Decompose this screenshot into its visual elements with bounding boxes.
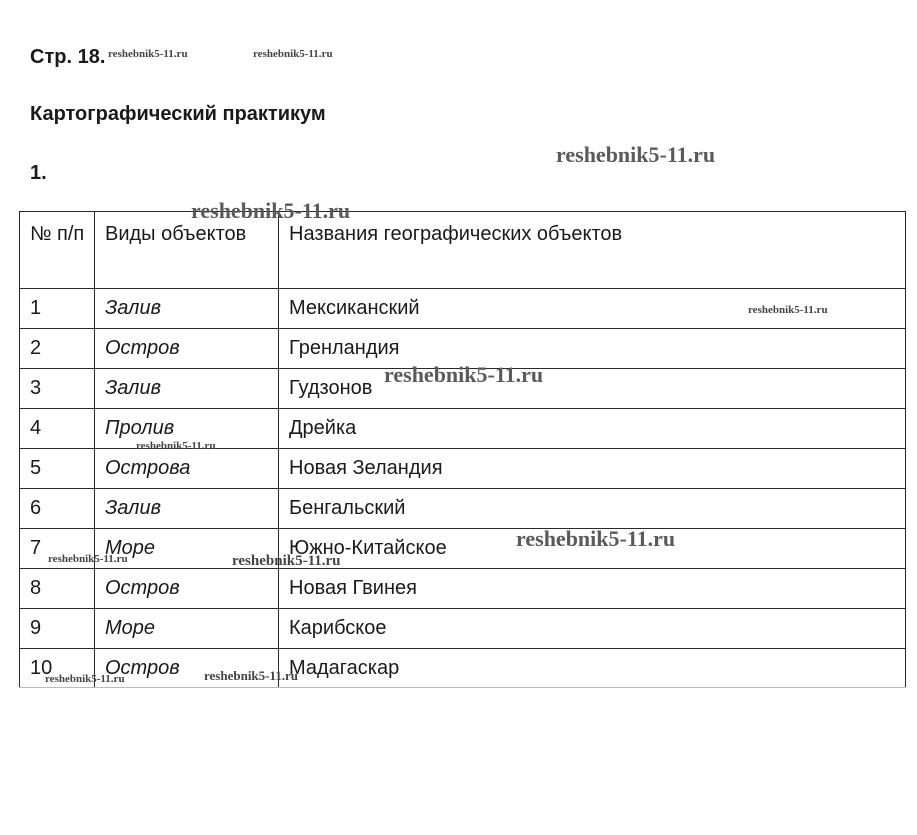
row-number: 10 xyxy=(20,649,95,688)
watermark: reshebnik5-11.ru xyxy=(253,48,333,60)
watermark: reshebnik5-11.ru xyxy=(108,48,188,60)
object-name: Мексиканский xyxy=(279,289,906,329)
row-number: 8 xyxy=(20,569,95,609)
object-name: Новая Зеландия xyxy=(279,449,906,489)
table-row xyxy=(20,329,906,369)
table-row xyxy=(20,529,906,569)
object-name: Карибское xyxy=(279,609,906,649)
object-name: Бенгальский xyxy=(279,489,906,529)
row-number: 1 xyxy=(20,289,95,329)
table-row xyxy=(20,409,906,449)
object-kind: Пролив xyxy=(95,409,279,449)
watermark: reshebnik5-11.ru xyxy=(45,673,125,685)
row-number: 5 xyxy=(20,449,95,489)
watermark: reshebnik5-11.ru xyxy=(232,553,341,569)
watermark: reshebnik5-11.ru xyxy=(48,553,128,565)
object-name: Дрейка xyxy=(279,409,906,449)
row-number: 4 xyxy=(20,409,95,449)
object-kind: Залив xyxy=(95,289,279,329)
object-kind: Остров xyxy=(95,329,279,369)
header-object-kind: Виды объектов xyxy=(95,212,279,289)
watermark: reshebnik5-11.ru xyxy=(191,198,351,223)
watermark: reshebnik5-11.ru xyxy=(748,304,828,316)
table-row xyxy=(20,569,906,609)
watermark: reshebnik5-11.ru xyxy=(384,362,544,387)
watermark: reshebnik5-11.ru xyxy=(136,440,216,452)
object-kind: Залив xyxy=(95,489,279,529)
table-row xyxy=(20,649,906,688)
task-number: 1. xyxy=(30,162,47,184)
table-header-row xyxy=(20,212,906,289)
object-kind: Море xyxy=(95,529,279,569)
header-number: № п/п xyxy=(20,212,95,289)
object-name: Гудзонов xyxy=(279,369,906,409)
row-number: 7 xyxy=(20,529,95,569)
table-row xyxy=(20,489,906,529)
object-kind: Залив xyxy=(95,369,279,409)
object-name: Гренландия xyxy=(279,329,906,369)
object-kind: Острова xyxy=(95,449,279,489)
object-name: Южно-Китайское xyxy=(279,529,906,569)
object-kind: Море xyxy=(95,609,279,649)
row-number: 9 xyxy=(20,609,95,649)
row-number: 6 xyxy=(20,489,95,529)
object-name: Новая Гвинея xyxy=(279,569,906,609)
section-title: Картографический практикум xyxy=(30,103,326,125)
watermark: reshebnik5-11.ru xyxy=(204,668,299,683)
geographic-objects-table xyxy=(19,211,906,688)
table-row xyxy=(20,609,906,649)
watermark: reshebnik5-11.ru xyxy=(516,526,676,551)
header-object-name: Названия географических объектов xyxy=(279,212,906,289)
object-kind: Остров xyxy=(95,569,279,609)
watermark: reshebnik5-11.ru xyxy=(556,142,716,167)
object-name: Мадагаскар xyxy=(279,649,906,688)
table-row xyxy=(20,369,906,409)
object-kind: Остров xyxy=(95,649,279,688)
row-number: 2 xyxy=(20,329,95,369)
row-number: 3 xyxy=(20,369,95,409)
table-row xyxy=(20,449,906,489)
table-row xyxy=(20,289,906,329)
page-number: Стр. 18. xyxy=(30,46,106,68)
